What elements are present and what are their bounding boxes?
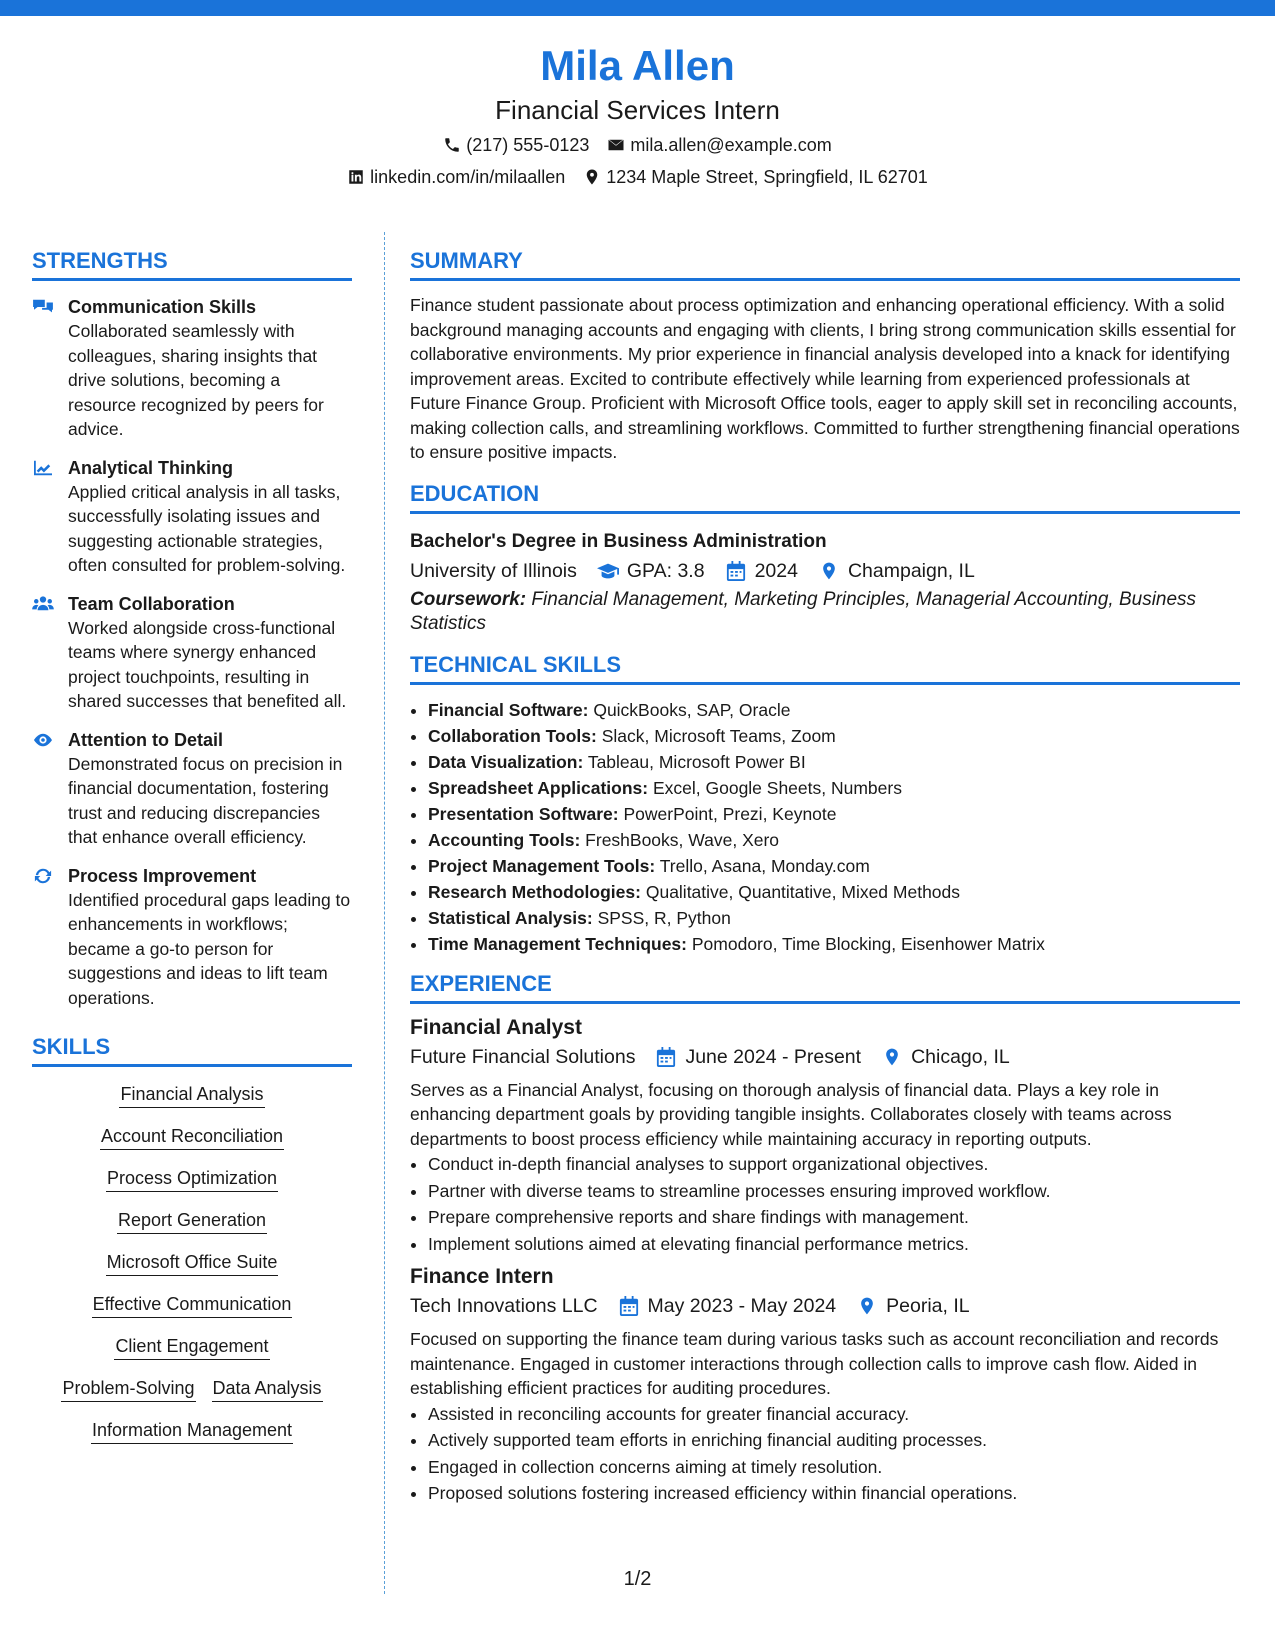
list-item [428,905,1240,931]
map-pin-icon [856,1296,878,1316]
strength-item [32,295,352,442]
strength-title: Process Improvement [68,865,257,886]
envelope-icon [607,136,625,154]
education-degree: Bachelor's Degree in Business Administration [410,530,827,552]
skill-row [32,1375,352,1402]
job-bullets [410,1151,1240,1257]
strength-item [32,592,352,714]
skill-tag: Information Management [91,1417,293,1444]
skill-tag: Effective Communication [92,1291,293,1318]
tech-value: Slack, Microsoft Teams, Zoom [601,725,836,746]
list-item [428,723,1240,749]
job-description: Serves as a Financial Analyst, focusing on thorough analysis of financial data. Plays a key role in enhancing department goals by providing tangible insights. Collaborates closely with teams across departments to boost process efficiency while maintaining accuracy in reporting outputs. [410,1079,1172,1149]
education-location: Champaign, IL [847,559,975,582]
education-school: University of Illinois [410,559,577,582]
education-heading: EDUCATION [410,479,1240,514]
list-item [428,827,1240,853]
contact-linkedin[interactable] [347,162,565,192]
list-item: • Conduct in-depth financial analyses to support organizational objectives. [428,1151,1240,1178]
contact-row-2 [0,162,1275,192]
address-text: 1234 Maple Street, Springfield, IL 62701 [606,167,928,187]
strength-desc: Demonstrated focus on precision in financial documentation, fostering trust and reducing discrepancies that enhance overall efficiency. [68,753,343,847]
tech-value: FreshBooks, Wave, Xero [585,829,780,850]
tech-label: Collaboration Tools: [428,725,597,746]
skills-list [32,1081,352,1444]
list-item: • Proposed solutions fostering increased efficiency within financial operations. [428,1480,1240,1507]
email-text[interactable]: mila.allen@example.com [630,135,832,155]
skill-tag: Process Optimization [106,1165,278,1192]
job-company: Future Financial Solutions [410,1045,636,1068]
list-item: • Actively supported team efforts in enriching financial auditing processes. [428,1427,1240,1454]
skill-row [32,1165,352,1192]
skill-row [32,1333,352,1360]
skill-row [32,1081,352,1108]
top-accent-bar [0,0,1275,16]
technical-skills-list [410,697,1240,957]
strength-desc: Collaborated seamlessly with colleagues, sharing insights that drive solutions, becoming a resource recognized by peers for advice. [68,321,324,439]
skill-row [32,1207,352,1234]
skills-heading: SKILLS [32,1032,352,1067]
list-item [428,879,1240,905]
education-coursework [410,588,1240,636]
skill-tag: Problem-Solving [61,1375,195,1402]
tech-label: Accounting Tools: [428,829,581,850]
list-item: • Prepare comprehensive reports and share findings with management. [428,1204,1240,1231]
strength-item [32,864,352,1011]
list-item: • Implement solutions aimed at elevating financial performance metrics. [428,1231,1240,1258]
coursework-label: Coursework: [410,588,527,610]
job-dates: May 2023 - May 2024 [647,1295,837,1317]
job-meta [410,1291,1240,1321]
map-pin-icon [818,561,840,581]
job-dates: June 2024 - Present [685,1045,862,1068]
skill-tag: Financial Analysis [119,1081,264,1108]
job-meta [410,1042,1240,1072]
technical-skills-heading: TECHNICAL SKILLS [410,650,1240,685]
strength-item [32,728,352,850]
list-item: • Engaged in collection concerns aiming at timely resolution. [428,1454,1240,1481]
strength-title: Analytical Thinking [68,457,234,478]
linkedin-icon [347,168,365,186]
calendar-icon [725,561,747,581]
strengths-heading: STRENGTHS [32,246,352,281]
list-item [428,801,1240,827]
job-role: Financial Analyst [410,1015,582,1039]
coursework-list: Financial Management, Marketing Principles, Managerial Accounting, Business Statistics [410,588,1197,634]
job-location: Chicago, IL [911,1045,1010,1068]
strength-title: Team Collaboration [68,593,235,614]
strength-desc: Identified procedural gaps leading to enhancements in workflows; became a go-to person for suggestions and ideas to lift team operations. [68,889,351,1008]
skill-row [32,1291,352,1318]
tech-value: Tableau, Microsoft Power BI [587,751,806,772]
eye-icon [32,731,54,749]
list-item [428,853,1240,879]
calendar-icon [618,1296,640,1316]
tech-label: Research Methodologies: [428,881,641,902]
tech-label: Spreadsheet Applications: [428,777,649,798]
phone-text: (217) 555-0123 [466,135,590,155]
list-item [428,697,1240,723]
job-company: Tech Innovations LLC [410,1295,598,1317]
map-pin-icon [881,1047,903,1067]
education-year: 2024 [754,559,798,582]
list-item [428,931,1240,957]
skill-tag: Report Generation [117,1207,267,1234]
tech-label: Statistical Analysis: [428,907,593,928]
list-item [428,749,1240,775]
graduation-cap-icon [597,561,619,581]
tech-value: Excel, Google Sheets, Numbers [652,777,902,798]
experience-heading: EXPERIENCE [410,969,1240,1004]
skill-row [32,1249,352,1276]
summary-text: Finance student passionate about process optimization and enhancing operational efficiency. With a solid background managing accounts and engaging with clients, I bring strong communication skills essential for collaborative environments. My prior experience in financial analysis developed into a knack for identifying improvement areas. Excited to contribute effectively while learning from experienced professionals at Future Finance Group. Proficient with Microsoft Office tools, eager to apply skill set in reconciling accounts, making collection calls, and streamlining workflows. Committed to further strengthening financial operations to ensure positive impacts. [410,295,1240,462]
tech-value: Qualitative, Quantitative, Mixed Methods [645,881,961,902]
strength-title: Attention to Detail [68,729,223,750]
tech-label: Presentation Software: [428,803,619,824]
education-gpa: GPA: 3.8 [626,559,705,582]
left-column [32,246,352,1459]
strength-desc: Worked alongside cross-functional teams where synergy enhanced project touchpoints, resulting in shared successes that benefited all. [68,617,347,711]
contact-row-1 [0,130,1275,160]
skill-row [32,1417,352,1444]
tech-value: Pomodoro, Time Blocking, Eisenhower Matrix [691,933,1045,954]
tech-value: Trello, Asana, Monday.com [659,855,870,876]
tech-label: Project Management Tools: [428,855,656,876]
job-location: Peoria, IL [886,1295,970,1317]
chat-bubbles-icon [32,298,54,316]
list-item: • Assisted in reconciling accounts for greater financial accuracy. [428,1401,1240,1428]
skill-tag: Client Engagement [114,1333,269,1360]
column-divider [384,232,385,1594]
candidate-name: Mila Allen [540,42,735,89]
tech-label: Data Visualization: [428,751,584,772]
linkedin-text[interactable]: linkedin.com/in/milaallen [370,167,566,187]
job-bullets [410,1401,1240,1507]
contact-address [583,162,928,192]
list-item [428,775,1240,801]
skill-tag: Microsoft Office Suite [106,1249,279,1276]
chart-line-icon [32,459,54,477]
right-column [410,246,1240,1507]
strength-title: Communication Skills [68,297,257,317]
resume-header [0,40,1275,192]
skill-row [32,1123,352,1150]
phone-icon [443,136,461,154]
list-item: • Partner with diverse teams to streamline processes ensuring improved workflow. [428,1178,1240,1205]
contact-email[interactable] [607,130,831,160]
job-description: Focused on supporting the finance team during various tasks such as account reconciliation and records maintenance. Engaged in customer interactions through collection calls to improve cash flow. Aided in establishing efficient practices for auditing procedures. [410,1329,1219,1398]
tech-value: QuickBooks, SAP, Oracle [593,699,791,720]
contact-phone [443,130,589,160]
sync-icon [32,867,54,885]
skill-tag: Account Reconciliation [100,1123,284,1150]
calendar-icon [655,1047,677,1067]
tech-value: SPSS, R, Python [597,907,731,928]
candidate-title: Financial Services Intern [495,95,780,125]
education-meta [410,556,1240,586]
tech-label: Time Management Techniques: [428,933,687,954]
strength-item [32,456,352,578]
tech-label: Financial Software: [428,699,589,720]
map-pin-icon [583,168,601,186]
strength-desc: Applied critical analysis in all tasks, successfully isolating issues and suggesting actionable strategies, often consulted for problem-solving. [68,481,346,575]
tech-value: PowerPoint, Prezi, Keynote [623,803,837,824]
summary-heading: SUMMARY [410,246,1240,281]
job-role: Finance Intern [410,1265,554,1288]
page-number: 1/2 [623,1568,652,1590]
skill-tag: Data Analysis [212,1375,323,1402]
users-icon [32,595,54,613]
